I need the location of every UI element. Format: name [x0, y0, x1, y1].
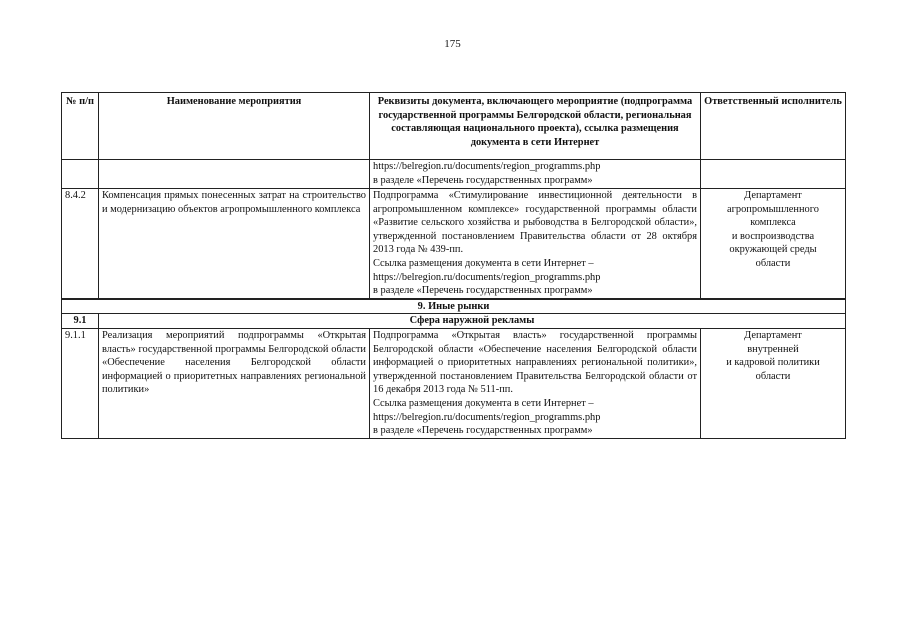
row-executor	[701, 328, 846, 438]
row-link-label: Ссылка размещения документа в сети Интернет –	[373, 397, 594, 409]
row-name: Компенсация прямых понесенных затрат на строительство и модернизацию объектов агропромышленного комплекса	[99, 189, 370, 299]
measures-table	[61, 92, 846, 439]
table-header-row	[62, 93, 846, 160]
row-number: 8.4.2	[62, 189, 99, 299]
subsection-title: Сфера наружной рекламы	[99, 314, 846, 329]
section-title: 9. Иные рынки	[62, 299, 846, 314]
row-link-url: https://belregion.ru/documents/region_programms.php	[373, 411, 601, 423]
row-number: 9.1.1	[62, 328, 99, 438]
executor-line: агропромышленного	[727, 203, 819, 215]
row-link-url: https://belregion.ru/documents/region_programms.php	[373, 271, 601, 283]
executor-line: окружающей среды	[729, 244, 817, 256]
section-row-9	[62, 299, 846, 314]
subsection-row-9-1	[62, 314, 846, 329]
executor-line: и кадровой политики	[726, 357, 820, 369]
header-num: № п/п	[62, 93, 99, 160]
executor-line: комплекса	[750, 217, 796, 229]
executor-line: области	[755, 370, 791, 382]
header-name: Наименование мероприятия	[99, 93, 370, 160]
executor-line: внутренней	[747, 343, 799, 355]
table-row-8-4-2	[62, 189, 846, 299]
row-name: Реализация мероприятий подпрограммы «Открытая власть» государственной программы Белгородской области «Обеспечение населения Белгородской области информацией о приоритетных направлениях региональной политики»	[99, 328, 370, 438]
subsection-number: 9.1	[62, 314, 99, 329]
cell-details	[370, 160, 701, 189]
executor-line: Департамент	[744, 329, 802, 341]
row-details-main: Подпрограмма «Открытая власть» государственной программы Белгородской области «Обеспечение населения Белгородской области информацией о приоритетных направлениях региональной политики», утвержденной постановлением Правительства Белгородской области от 16 декабря 2013 года № 511-пп.	[373, 329, 697, 396]
row-details	[370, 328, 701, 438]
header-details: Реквизиты документа, включающего мероприятие (подпрограмма государственной программы Белгородской области, региональная составляющая национального проекта), ссылка размещения документа в сети Интернет	[370, 93, 701, 160]
header-executor: Ответственный исполнитель	[701, 93, 846, 160]
row-link-section: в разделе «Перечень государственных программ»	[373, 285, 593, 297]
continuation-url: https://belregion.ru/documents/region_programms.php	[373, 161, 601, 172]
row-details	[370, 189, 701, 299]
executor-line: и воспроизводства	[731, 230, 815, 242]
row-link-section: в разделе «Перечень государственных программ»	[373, 425, 593, 437]
table-row-continuation	[62, 160, 846, 189]
page-number: 175	[444, 38, 461, 50]
cell-num	[62, 160, 99, 189]
executor-line: области	[755, 257, 791, 269]
row-link-label: Ссылка размещения документа в сети Интернет –	[373, 257, 594, 269]
cell-executor	[701, 160, 846, 189]
row-executor	[701, 189, 846, 299]
table-row-9-1-1	[62, 328, 846, 438]
cell-name	[99, 160, 370, 189]
row-details-main: Подпрограмма «Стимулирование инвестиционной деятельности в агропромышленном комплексе» государственной программы области «Развитие сельского хозяйства и рыбоводства в Белгородской области», утвержденной постановлением Правительства области от 28 октября 2013 года № 439-пп.	[373, 190, 697, 256]
executor-line: Департамент	[744, 190, 802, 201]
continuation-section: в разделе «Перечень государственных программ»	[373, 174, 593, 186]
